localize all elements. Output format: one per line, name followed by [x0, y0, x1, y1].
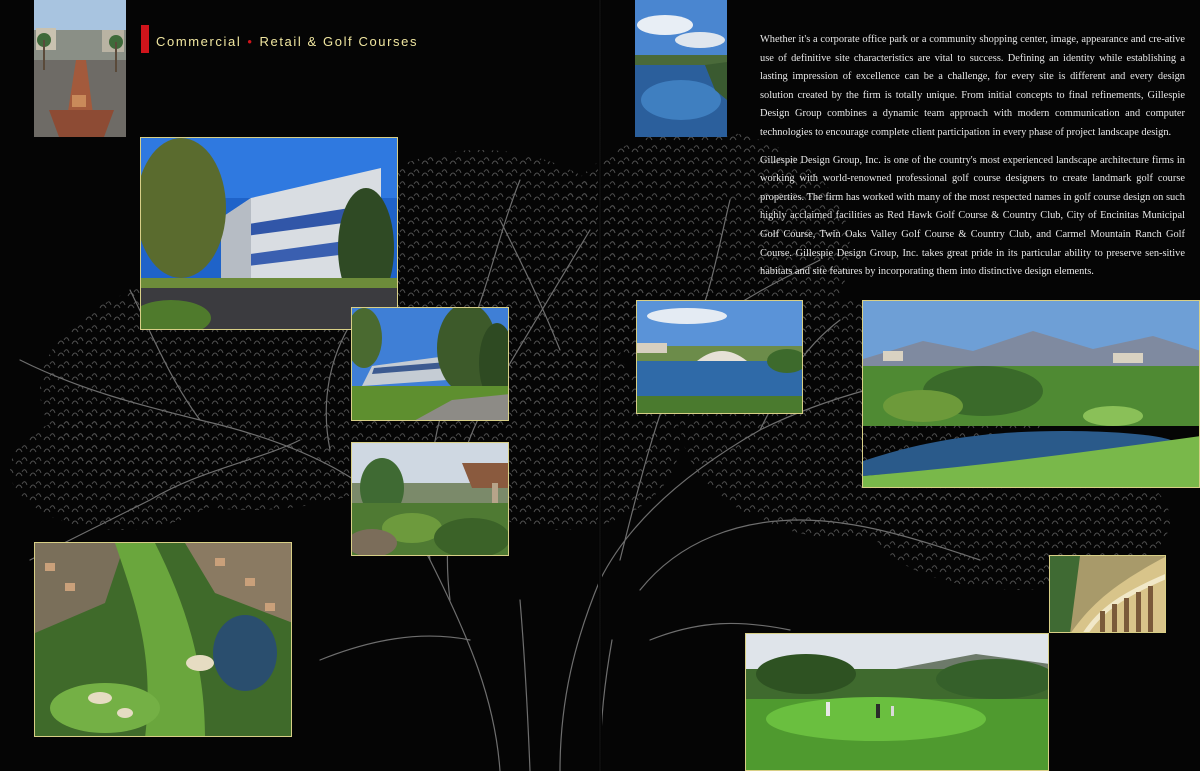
title-separator: • — [247, 34, 254, 49]
paragraph-golf: Gillespie Design Group, Inc. is one of the country's most experienced landscape architecture firms in working with world-renowned professional golf course designers to create landmark golf course properties. The firm has worked with many of the most respected names in golf course design on such highly acclaimed facilities as Red Hawk Golf Course & Country Club, City of Encinitas Municipal Golf Course, Twin Oaks Valley Golf Course & Country Club, and Carmel Mountain Ranch Golf Course. Gillespie Design Group, Inc. takes great pride in its particular ability to preserve sen-sitive habitats and site features by incorporating them into distinctive design elements. — [760, 154, 1185, 278]
aerial-golf-photo — [34, 542, 292, 737]
waterfall-edge-photo — [1049, 555, 1166, 633]
body-copy — [760, 31, 1185, 291]
putting-green-photo — [745, 633, 1049, 771]
section-title-part1: Commercial — [156, 34, 242, 49]
garden-pergola-photo — [351, 442, 509, 556]
paragraph-intro: Whether it's a corporate office park or a community shopping center, image, appearance and cre-ative use of definitive site characteristics are vital to success. Defining an identity while establishing a lasting impression of excellence can be a challenge, for every site is different and every design solution created by the firm is totally unique. From initial concepts to final refinements, Gillespie Design Group combines a dynamic team approach with modern communication and computer technologies to encourage complete client participation in every phase of project landscape design. — [760, 34, 1185, 138]
office-building-photo — [140, 137, 398, 330]
lake-sky-photo — [635, 0, 727, 137]
retail-street-photo — [34, 0, 126, 137]
office-lawn-photo — [351, 307, 509, 421]
section-accent-bar — [141, 25, 149, 53]
page-fold — [598, 0, 602, 771]
golf-pond-panorama-photo — [862, 300, 1200, 488]
bridge-lake-photo — [636, 300, 803, 414]
section-title — [156, 34, 418, 49]
section-title-part2: Retail & Golf Courses — [259, 34, 419, 49]
